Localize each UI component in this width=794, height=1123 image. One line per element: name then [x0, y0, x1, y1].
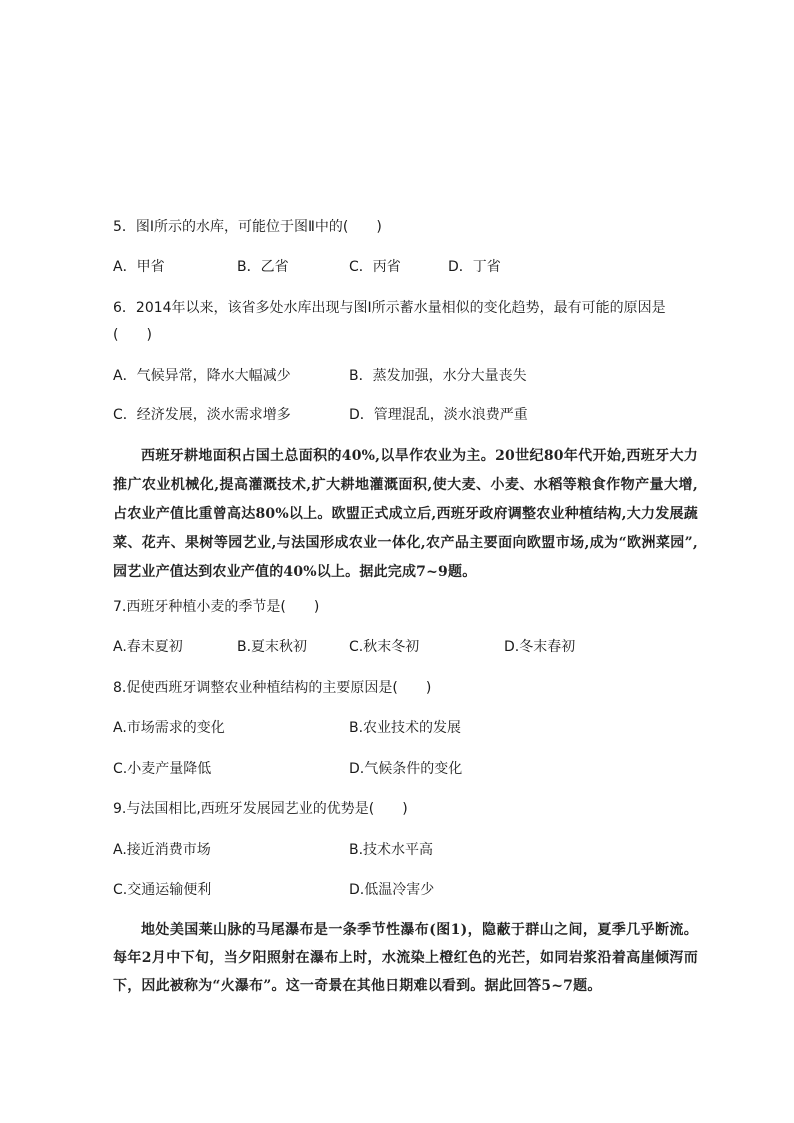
q8-option-b[interactable]: B.农业技术的发展: [349, 720, 462, 736]
q6-option-b[interactable]: B．蒸发加强，水分大量丧失: [349, 368, 527, 384]
q8-option-c[interactable]: C.小麦产量降低: [113, 761, 212, 777]
q6-option-d[interactable]: D．管理混乱，淡水浪费严重: [349, 407, 528, 423]
q9-option-d[interactable]: D.低温冷害少: [349, 882, 435, 898]
passage-spain-agriculture: 西班牙耕地面积占国土总面积的40%,以旱作农业为主。20世纪80年代开始,西班牙大力推广农业机械化,提高灌溉技术,扩大耕地灌溉面积,使大麦、小麦、水稻等粮食作物产量大增,占农业产值比重曾高达80%以上。欧盟正式成立后,西班牙政府调整农业种植结构,大力发展蔬菜、花卉、果树等园艺业,与法国形成农业一体化,农产品主要面向欧盟市场,成为“欧洲菜园”,园艺业产值达到农业产值的40%以上。据此完成7~9题。: [113, 448, 698, 580]
q5-stem: 5．图Ⅰ所示的水库，可能位于图Ⅱ中的( ): [113, 219, 382, 235]
q8-option-a[interactable]: A.市场需求的变化: [113, 720, 225, 736]
q7-stem: 7.西班牙种植小麦的季节是( ): [113, 599, 320, 615]
q7-option-a[interactable]: A.春末夏初: [113, 639, 183, 655]
q9-option-c[interactable]: C.交通运输便利: [113, 882, 212, 898]
q8-option-d[interactable]: D.气候条件的变化: [349, 761, 463, 777]
q5-option-b[interactable]: B．乙省: [237, 259, 289, 275]
q5-option-c[interactable]: C．丙省: [349, 259, 401, 275]
q5-option-a[interactable]: A．甲省: [113, 259, 165, 275]
passage-horsetail-fall: 地处美国莱山脉的马尾瀑布是一条季节性瀑布(图1)，隐蔽于群山之间，夏季几乎断流。每年2月中下旬，当夕阳照射在瀑布上时，水流染上橙红色的光芒，如同岩浆沿着高崖倾泻而下，因此被称为“火瀑布”。这一奇景在其他日期难以看到。据此回答5~7题。: [113, 922, 698, 994]
q6-option-c[interactable]: C．经济发展，淡水需求增多: [113, 407, 291, 423]
q5-option-d[interactable]: D．丁省: [448, 259, 501, 275]
q8-stem: 8.促使西班牙调整农业种植结构的主要原因是( ): [113, 680, 432, 696]
q7-option-b[interactable]: B.夏末秋初: [237, 639, 308, 655]
q9-stem: 9.与法国相比,西班牙发展园艺业的优势是( ): [113, 801, 408, 817]
q6-option-a[interactable]: A．气候异常，降水大幅减少: [113, 368, 291, 384]
q9-option-a[interactable]: A.接近消费市场: [113, 842, 211, 858]
q7-option-c[interactable]: C.秋末冬初: [349, 639, 420, 655]
q9-option-b[interactable]: B.技术水平高: [349, 842, 434, 858]
q6-stem: 6．2014年以来，该省多处水库出现与图Ⅰ所示蓄水量相似的变化趋势，最有可能的原因是: [113, 300, 666, 316]
q7-option-d[interactable]: D.冬末春初: [504, 639, 576, 655]
q6-stem-cont: ( ): [113, 327, 152, 343]
